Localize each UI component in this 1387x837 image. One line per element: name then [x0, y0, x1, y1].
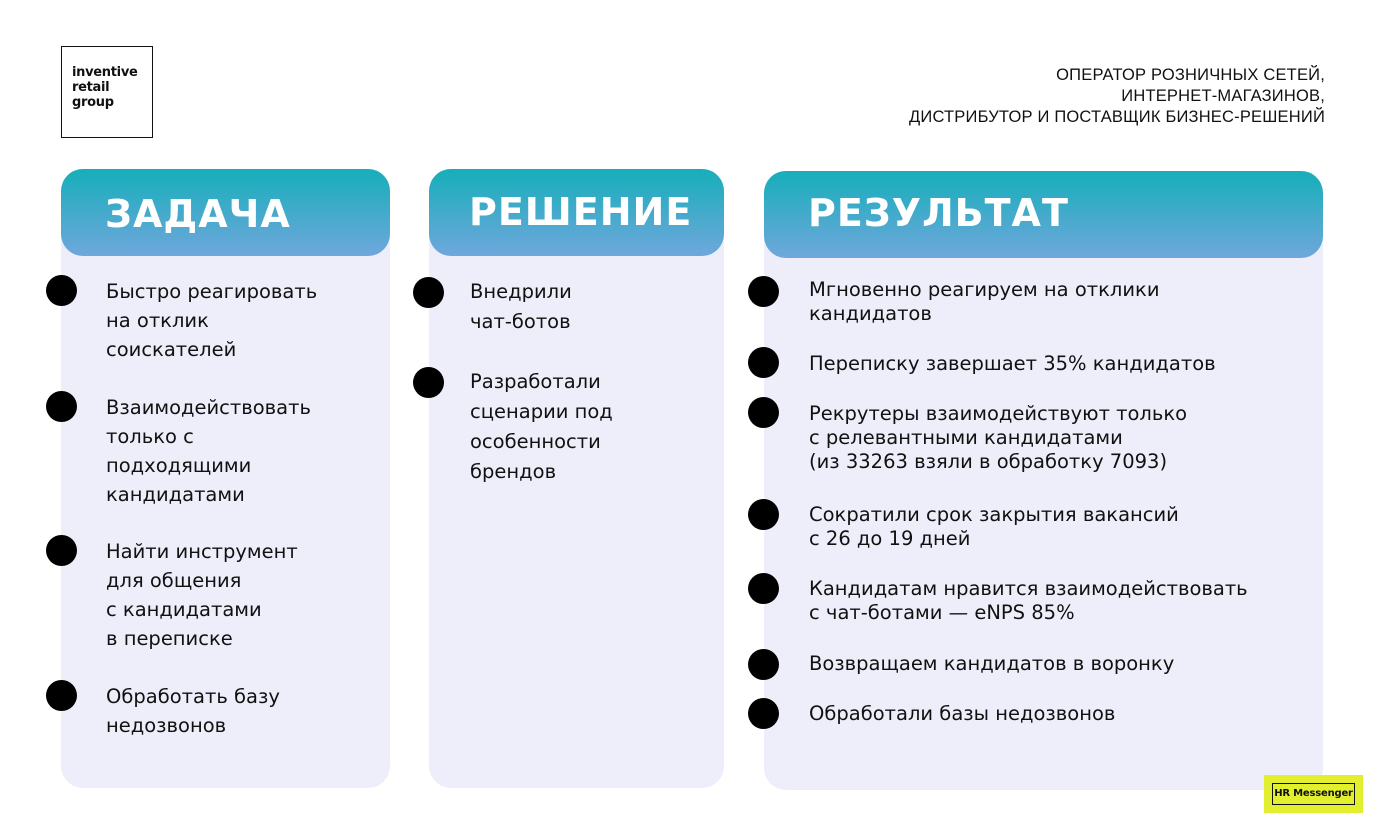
tagline-line: ДИСТРИБУТОР И ПОСТАВЩИК БИЗНЕС-РЕШЕНИЙ	[909, 108, 1325, 126]
result-item	[809, 577, 1248, 625]
item-line: недозвонов	[106, 714, 227, 737]
item-line: Обработали базы недозвонов	[809, 702, 1116, 725]
task-card-title: ЗАДАЧА	[105, 192, 291, 236]
item-line: Рекрутеры взаимодействуют только	[809, 402, 1188, 425]
bullet-dot	[413, 277, 444, 308]
result-item	[809, 352, 1216, 376]
result-item	[809, 278, 1160, 326]
item-line: Внедрили	[470, 280, 572, 303]
bullet-dot	[748, 347, 779, 378]
bullet-dot	[46, 680, 77, 711]
item-line: на отклик	[106, 309, 209, 332]
item-line: Быстро реагировать	[106, 280, 318, 303]
item-line: Разработали	[470, 370, 601, 393]
item-line: сценарии под	[470, 400, 613, 423]
item-line: Переписку завершает 35% кандидатов	[809, 352, 1216, 375]
item-line: с релевантными кандидатами	[809, 426, 1123, 449]
item-line: Кандидатам нравится взаимодействовать	[809, 577, 1248, 600]
item-line: в переписке	[106, 627, 233, 650]
bullet-dot	[46, 391, 77, 422]
badge-label: HR Messenger	[1272, 783, 1355, 805]
item-line: Сократили срок закрытия вакансий	[809, 503, 1179, 526]
item-line: особенности	[470, 430, 601, 453]
company-logo	[61, 46, 153, 138]
bullet-dot	[748, 397, 779, 428]
bullet-dot	[748, 499, 779, 530]
item-line: для общения	[106, 569, 242, 592]
result-item	[809, 652, 1174, 676]
item-line: Обработать базу	[106, 685, 280, 708]
item-line: Взаимодействовать	[106, 396, 311, 419]
result-item	[809, 702, 1115, 726]
tagline-line: ОПЕРАТОР РОЗНИЧНЫХ СЕТЕЙ,	[1056, 66, 1325, 84]
result-item	[809, 402, 1187, 474]
solution-item	[470, 367, 613, 487]
bullet-dot	[46, 535, 77, 566]
logo-line: inventive	[72, 65, 138, 80]
task-item	[106, 537, 298, 653]
bullet-dot	[413, 367, 444, 398]
bullet-dot	[748, 698, 779, 729]
item-line: брендов	[470, 460, 557, 483]
company-tagline	[909, 65, 1325, 128]
result-item	[809, 503, 1179, 551]
hr-messenger-badge	[1264, 775, 1363, 813]
task-item	[106, 682, 280, 740]
task-item	[106, 393, 311, 509]
tagline-line: ИНТЕРНЕТ-МАГАЗИНОВ,	[1121, 87, 1325, 105]
item-line: кандидатами	[106, 483, 245, 506]
item-line: (из 33263 взяли в обработку 7093)	[809, 450, 1168, 473]
solution-item	[470, 277, 572, 337]
item-line: с чат-ботами — eNPS 85%	[809, 601, 1075, 624]
bullet-dot	[748, 276, 779, 307]
result-card	[764, 171, 1323, 790]
logo-line: retail	[72, 80, 110, 95]
item-line: подходящими	[106, 454, 252, 477]
item-line: с кандидатами	[106, 598, 262, 621]
item-line: с 26 до 19 дней	[809, 527, 971, 550]
bullet-dot	[748, 649, 779, 680]
item-line: только с	[106, 425, 194, 448]
item-line: кандидатов	[809, 302, 932, 325]
task-item	[106, 277, 317, 364]
result-card-title: РЕЗУЛЬТАТ	[808, 191, 1069, 235]
bullet-dot	[748, 573, 779, 604]
item-line: Найти инструмент	[106, 540, 298, 563]
logo-line: group	[72, 95, 114, 110]
item-line: Мгновенно реагируем на отклики	[809, 278, 1160, 301]
bullet-dot	[46, 275, 77, 306]
item-line: Возвращаем кандидатов в воронку	[809, 652, 1175, 675]
item-line: соискателей	[106, 338, 237, 361]
item-line: чат-ботов	[470, 310, 571, 333]
solution-card-title: РЕШЕНИЕ	[469, 190, 693, 234]
